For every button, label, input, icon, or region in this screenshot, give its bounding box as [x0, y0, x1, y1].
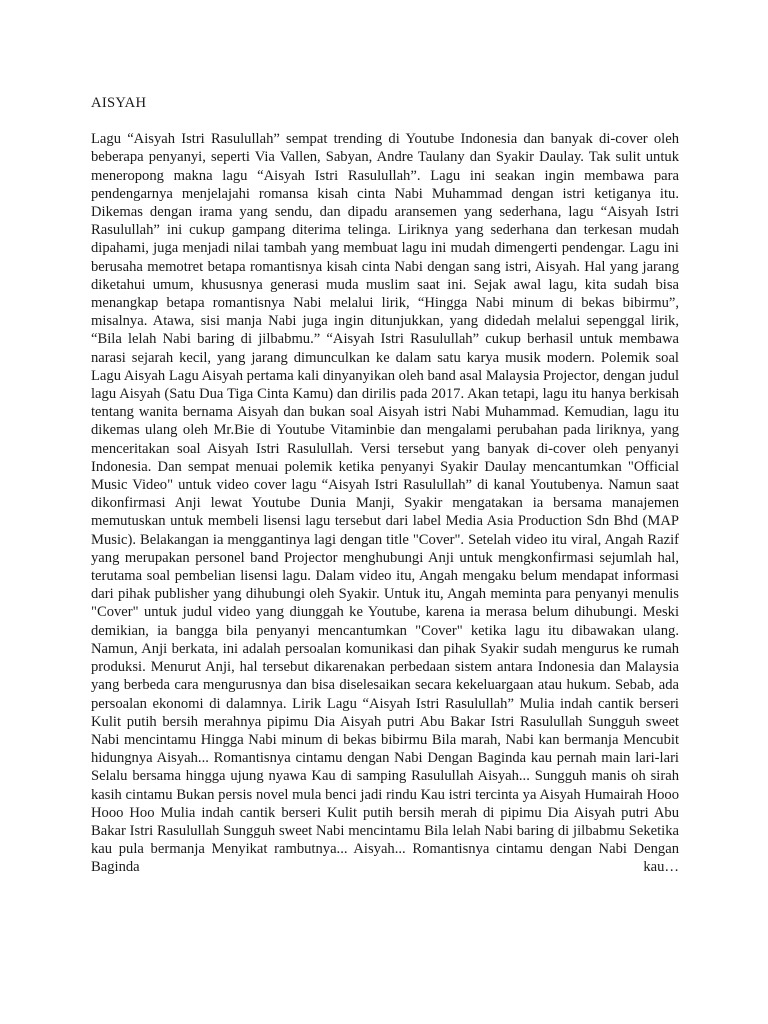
- document-body: Lagu “Aisyah Istri Rasulullah” sempat trending di Youtube Indonesia dan banyak di-cover oleh beberapa penyanyi, seperti Via Vallen, Sabyan, Andre Taulany dan Syakir Daulay. Tak sulit untuk meneropong makna lagu “Aisyah Istri Rasulullah”. Lagu ini seakan ingin membawa para pendengarnya menjelajahi romansa kisah cinta Nabi Muhammad dengan istri ketiganya itu. Dikemas dengan irama yang sendu, dan dipadu aransemen yang sederhana, lagu “Aisyah Istri Rasulullah” ini cukup gampang diterima telinga. Liriknya yang sederhana dan terkesan mudah dipahami, juga menjadi nilai tambah yang membuat lagu ini mudah dimengerti pendengar. Lagu ini berusaha memotret betapa romantisnya kisah cinta Nabi dengan sang istri, Aisyah. Hal yang jarang diketahui umum, khususnya generasi muda muslim saat ini. Sejak awal lagu, kita sudah bisa menangkap betapa romantisnya Nabi melalui lirik, “Hingga Nabi minum di bekas bibirmu”, misalnya. Atawa, sisi manja Nabi juga ingin ditunjukkan, yang didedah melalui sepenggal lirik, “Bila lelah Nabi baring di jilbabmu.” “Aisyah Istri Rasulullah” cukup berhasil untuk membawa narasi sejarah kecil, yang jarang dimunculkan ke dalam satu karya musik modern. Polemik soal Lagu Aisyah Lagu Aisyah pertama kali dinyanyikan oleh band asal Malaysia Projector, dengan judul lagu Aisyah (Satu Dua Tiga Cinta Kamu) dan dirilis pada 2017. Akan tetapi, lagu itu hanya berkisah tentang wanita bernama Aisyah dan bukan soal Aisyah istri Nabi Muhammad. Kemudian, lagu itu dikemas ulang oleh Mr.Bie di Youtube Vitaminbie dan mengalami perubahan pada liriknya, yang menceritakan soal Aisyah Istri Rasulullah. Versi tersebut yang banyak di-cover oleh penyanyi Indonesia. Dan sempat menuai polemik ketika penyanyi Syakir Daulay mencantumkan "Official Music Video" untuk video cover lagu “Aisyah Istri Rasulullah” di kanal Youtubenya. Namun saat dikonfirmasi Anji lewat Youtube Dunia Manji, Syakir mengatakan ia bersama manajemen memutuskan untuk membeli lisensi lagu tersebut dari label Media Asia Production Sdn Bhd (MAP Music). Belakangan ia menggantinya lagi dengan title "Cover". Setelah video itu viral, Angah Razif yang merupakan personel band Projector menghubungi Anji untuk mengkonfirmasi sejumlah hal, terutama soal pembelian lisensi lagu. Dalam video itu, Angah mengaku belum mendapat informasi dari pihak publisher yang dihubungi oleh Syakir. Untuk itu, Angah meminta para penyanyi menulis "Cover" untuk judul video yang diunggah ke Youtube, karena ia merasa belum dihubungi. Meski demikian, ia bangga bila penyanyi mencantumkan "Cover" ketika lagu itu dibawakan ulang. Namun, Anji berkata, ini adalah persoalan komunikasi dan pihak Syakir sudah mengurus ke rumah produksi. Menurut Anji, hal tersebut dikarenakan perbedaan sistem antara Indonesia dan Malaysia yang berbeda cara mengurusnya dan bisa diselesaikan secara kekeluargaan atau hukum. Sebab, ada persoalan ekonomi di dalamnya. Lirik Lagu “Aisyah Istri Rasulullah” Mulia indah cantik berseri Kulit putih bersih merahnya pipimu Dia Aisyah putri Abu Bakar Istri Rasulullah Sungguh sweet Nabi mencintamu Hingga Nabi minum di bekas bibirmu Bila marah, Nabi kan bermanja Mencubit hidungnya Aisyah... Romantisnya cintamu dengan Nabi Dengan Baginda kau pernah main lari-lari Selalu bersama hingga ujung nyawa Kau di samping Rasulullah Aisyah... Sungguh manis oh sirah kasih cintamu Bukan persis novel mula benci jadi rindu Kau istri tercinta ya Aisyah Humairah Hooo Hooo Hoo Mulia indah cantik berseri Kulit putih bersih merah di pipimu Dia Aisyah putri Abu Bakar Istri Rasulullah Sungguh sweet Nabi mencintamu Bila lelah Nabi baring di jilbabmu Seketika kau pula bermanja Menyikat rambutnya... Aisyah... Romantisnya cintamu dengan Nabi Dengan Baginda kau…: [91, 131, 679, 876]
- document-title: AISYAH: [91, 95, 147, 111]
- document-page: [91, 94, 679, 877]
